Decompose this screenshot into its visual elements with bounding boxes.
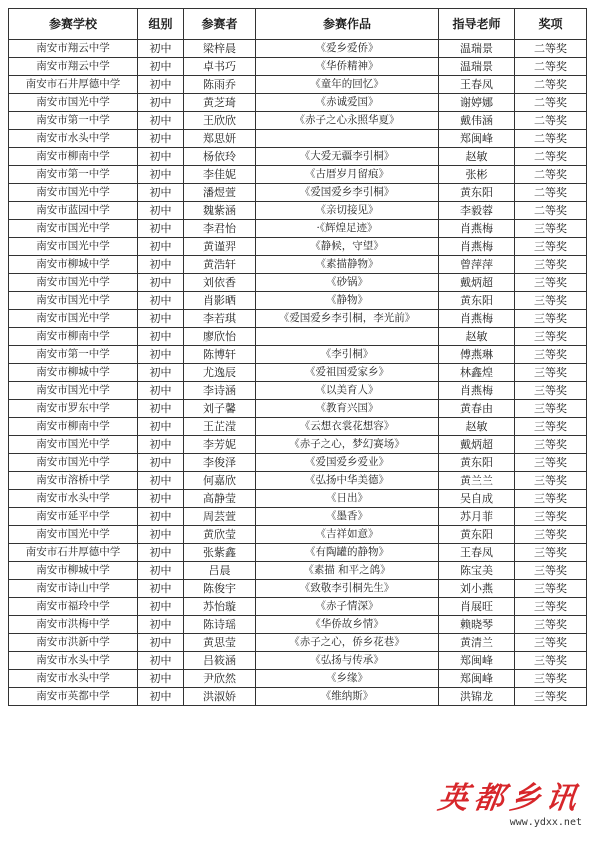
cell-work: 《乡缘》: [256, 670, 439, 688]
table-row: [9, 40, 587, 58]
cell-group: 初中: [138, 454, 184, 472]
cell-school: 南安市水头中学: [9, 130, 138, 148]
cell-participant: 李芳妮: [184, 436, 256, 454]
cell-teacher: 黄东阳: [439, 184, 515, 202]
cell-work: 《赤子之心，侨乡花巷》: [256, 634, 439, 652]
table-row: [9, 400, 587, 418]
cell-work: 《维纳斯》: [256, 688, 439, 706]
cell-group: 初中: [138, 580, 184, 598]
cell-award: 三等奖: [515, 382, 587, 400]
header-work: 参赛作品: [256, 9, 439, 40]
cell-participant: 魏紫涵: [184, 202, 256, 220]
cell-school: 南安市柳城中学: [9, 562, 138, 580]
cell-school: 南安市洪梅中学: [9, 616, 138, 634]
cell-award: 二等奖: [515, 94, 587, 112]
cell-school: 南安市柳南中学: [9, 328, 138, 346]
cell-group: 初中: [138, 112, 184, 130]
table-row: [9, 490, 587, 508]
cell-teacher: 肖燕梅: [439, 220, 515, 238]
cell-award: 三等奖: [515, 454, 587, 472]
cell-teacher: 肖燕梅: [439, 382, 515, 400]
table-row: [9, 256, 587, 274]
cell-work: 《赤子之心永照华夏》: [256, 112, 439, 130]
cell-group: 初中: [138, 256, 184, 274]
cell-school: 南安市国光中学: [9, 310, 138, 328]
cell-teacher: 赵敏: [439, 148, 515, 166]
cell-school: 南安市石井厚德中学: [9, 544, 138, 562]
table-row: [9, 598, 587, 616]
cell-work: 《赤子之心，梦幻赛场》: [256, 436, 439, 454]
cell-school: 南安市翔云中学: [9, 40, 138, 58]
table-row: [9, 310, 587, 328]
cell-award: 三等奖: [515, 274, 587, 292]
cell-participant: 王欣欣: [184, 112, 256, 130]
cell-school: 南安市水头中学: [9, 490, 138, 508]
cell-teacher: 黄春由: [439, 400, 515, 418]
cell-school: 南安市第一中学: [9, 166, 138, 184]
cell-school: 南安市英都中学: [9, 688, 138, 706]
cell-participant: 梁梓晨: [184, 40, 256, 58]
cell-group: 初中: [138, 346, 184, 364]
table-row: [9, 616, 587, 634]
cell-participant: 李诗涵: [184, 382, 256, 400]
header-award: 奖项: [515, 9, 587, 40]
cell-award: 二等奖: [515, 166, 587, 184]
cell-group: 初中: [138, 274, 184, 292]
cell-school: 南安市延平中学: [9, 508, 138, 526]
cell-award: 三等奖: [515, 580, 587, 598]
cell-participant: 刘依香: [184, 274, 256, 292]
cell-award: 三等奖: [515, 364, 587, 382]
cell-group: 初中: [138, 58, 184, 76]
cell-work: 《弘扬中华美德》: [256, 472, 439, 490]
cell-work: 《大爱无疆李引桐》: [256, 148, 439, 166]
cell-group: 初中: [138, 238, 184, 256]
cell-group: 初中: [138, 670, 184, 688]
table-row: [9, 562, 587, 580]
cell-work: 《静候，守望》: [256, 238, 439, 256]
cell-participant: 张紫鑫: [184, 544, 256, 562]
cell-award: 三等奖: [515, 310, 587, 328]
cell-award: 二等奖: [515, 58, 587, 76]
cell-group: 初中: [138, 184, 184, 202]
cell-school: 南安市柳城中学: [9, 364, 138, 382]
cell-group: 初中: [138, 472, 184, 490]
cell-group: 初中: [138, 526, 184, 544]
cell-group: 初中: [138, 634, 184, 652]
cell-award: 三等奖: [515, 670, 587, 688]
cell-award: 三等奖: [515, 400, 587, 418]
cell-participant: 潘煜萱: [184, 184, 256, 202]
cell-participant: 黄欣莹: [184, 526, 256, 544]
cell-school: 南安市国光中学: [9, 220, 138, 238]
cell-school: 南安市溶桥中学: [9, 472, 138, 490]
cell-work: 《云想衣裳花想容》: [256, 418, 439, 436]
cell-participant: 黄谨羿: [184, 238, 256, 256]
table-row: [9, 202, 587, 220]
cell-work: 《日出》: [256, 490, 439, 508]
table-row: [9, 148, 587, 166]
cell-school: 南安市水头中学: [9, 652, 138, 670]
table-row: [9, 292, 587, 310]
header-participant: 参赛者: [184, 9, 256, 40]
cell-school: 南安市第一中学: [9, 346, 138, 364]
table-row: [9, 184, 587, 202]
table-row: [9, 328, 587, 346]
cell-school: 南安市福玲中学: [9, 598, 138, 616]
cell-school: 南安市水头中学: [9, 670, 138, 688]
cell-group: 初中: [138, 76, 184, 94]
cell-teacher: 肖展旺: [439, 598, 515, 616]
cell-award: 三等奖: [515, 616, 587, 634]
cell-award: 二等奖: [515, 184, 587, 202]
cell-group: 初中: [138, 130, 184, 148]
cell-award: 三等奖: [515, 292, 587, 310]
cell-teacher: 温瑞景: [439, 40, 515, 58]
cell-participant: 高静莹: [184, 490, 256, 508]
watermark: [435, 781, 585, 829]
table-row: [9, 436, 587, 454]
cell-teacher: 郑闽峰: [439, 652, 515, 670]
cell-award: 三等奖: [515, 238, 587, 256]
cell-school: 南安市国光中学: [9, 274, 138, 292]
cell-award: 三等奖: [515, 220, 587, 238]
cell-award: 二等奖: [515, 130, 587, 148]
cell-participant: 陈诗瑶: [184, 616, 256, 634]
cell-participant: 黄浩轩: [184, 256, 256, 274]
cell-teacher: 王春凤: [439, 76, 515, 94]
cell-school: 南安市罗东中学: [9, 400, 138, 418]
cell-group: 初中: [138, 400, 184, 418]
cell-group: 初中: [138, 490, 184, 508]
cell-award: 三等奖: [515, 346, 587, 364]
cell-participant: 刘子馨: [184, 400, 256, 418]
cell-work: 《爱乡爱侨》: [256, 40, 439, 58]
cell-school: 南安市国光中学: [9, 184, 138, 202]
table-row: [9, 112, 587, 130]
cell-work: 《吉祥如意》: [256, 526, 439, 544]
cell-participant: 黄芝琦: [184, 94, 256, 112]
cell-teacher: 王春凤: [439, 544, 515, 562]
cell-school: 南安市蓝园中学: [9, 202, 138, 220]
table-row: [9, 130, 587, 148]
table-row: [9, 454, 587, 472]
cell-work: 《静物》: [256, 292, 439, 310]
cell-work: [256, 328, 439, 346]
cell-participant: 李若琪: [184, 310, 256, 328]
cell-teacher: 肖燕梅: [439, 310, 515, 328]
cell-group: 初中: [138, 202, 184, 220]
cell-participant: 杨依玲: [184, 148, 256, 166]
cell-group: 初中: [138, 148, 184, 166]
cell-work: 《亲切接见》: [256, 202, 439, 220]
cell-award: 三等奖: [515, 634, 587, 652]
cell-work: [256, 130, 439, 148]
table-row: [9, 688, 587, 706]
cell-participant: 陈俊宇: [184, 580, 256, 598]
cell-award: 三等奖: [515, 562, 587, 580]
cell-work: 《素描 和平之鸽》: [256, 562, 439, 580]
cell-teacher: 吴自成: [439, 490, 515, 508]
cell-award: 三等奖: [515, 598, 587, 616]
cell-school: 南安市国光中学: [9, 382, 138, 400]
cell-participant: 李俊泽: [184, 454, 256, 472]
cell-group: 初中: [138, 652, 184, 670]
cell-school: 南安市国光中学: [9, 292, 138, 310]
cell-work: 《爱国爱乡李引桐》: [256, 184, 439, 202]
cell-teacher: 黄东阳: [439, 526, 515, 544]
cell-teacher: 郑闽峰: [439, 670, 515, 688]
cell-group: 初中: [138, 382, 184, 400]
cell-award: 三等奖: [515, 490, 587, 508]
cell-award: 三等奖: [515, 328, 587, 346]
cell-participant: 苏怡璇: [184, 598, 256, 616]
table-row: [9, 634, 587, 652]
cell-teacher: 赖晓琴: [439, 616, 515, 634]
cell-school: 南安市柳城中学: [9, 256, 138, 274]
cell-work: 《爱祖国爱家乡》: [256, 364, 439, 382]
cell-teacher: 洪锦龙: [439, 688, 515, 706]
table-row: [9, 652, 587, 670]
cell-group: 初中: [138, 94, 184, 112]
table-row: [9, 544, 587, 562]
table-row: [9, 526, 587, 544]
cell-school: 南安市国光中学: [9, 526, 138, 544]
cell-participant: 尹欣然: [184, 670, 256, 688]
cell-participant: 郑思妍: [184, 130, 256, 148]
cell-award: 二等奖: [515, 76, 587, 94]
cell-group: 初中: [138, 436, 184, 454]
cell-group: 初中: [138, 328, 184, 346]
cell-award: 三等奖: [515, 256, 587, 274]
cell-teacher: 苏月菲: [439, 508, 515, 526]
cell-teacher: 郑闽峰: [439, 130, 515, 148]
table-row: [9, 274, 587, 292]
cell-work: ·《辉煌足迹》: [256, 220, 439, 238]
cell-award: 三等奖: [515, 652, 587, 670]
cell-participant: 李佳妮: [184, 166, 256, 184]
cell-award: 三等奖: [515, 418, 587, 436]
cell-group: 初中: [138, 40, 184, 58]
cell-teacher: 李毅蓉: [439, 202, 515, 220]
table-header-row: [9, 9, 587, 40]
table-row: [9, 418, 587, 436]
cell-group: 初中: [138, 562, 184, 580]
cell-group: 初中: [138, 616, 184, 634]
cell-award: 三等奖: [515, 508, 587, 526]
cell-teacher: 黄清兰: [439, 634, 515, 652]
cell-work: 《素描静物》: [256, 256, 439, 274]
cell-work: 《赤诚爱国》: [256, 94, 439, 112]
cell-teacher: 黄东阳: [439, 292, 515, 310]
cell-group: 初中: [138, 364, 184, 382]
cell-teacher: 陈宝美: [439, 562, 515, 580]
cell-school: 南安市第一中学: [9, 112, 138, 130]
table-row: [9, 220, 587, 238]
cell-teacher: 黄东阳: [439, 454, 515, 472]
cell-award: 三等奖: [515, 472, 587, 490]
cell-school: 南安市诗山中学: [9, 580, 138, 598]
table-body: [9, 40, 587, 706]
cell-participant: 陈雨乔: [184, 76, 256, 94]
table-row: [9, 382, 587, 400]
cell-participant: 陈博轩: [184, 346, 256, 364]
cell-group: 初中: [138, 220, 184, 238]
cell-work: 《赤子情深》: [256, 598, 439, 616]
cell-participant: 卓书巧: [184, 58, 256, 76]
table-row: [9, 94, 587, 112]
table-row: [9, 238, 587, 256]
cell-teacher: 赵敏: [439, 328, 515, 346]
table-row: [9, 472, 587, 490]
cell-group: 初中: [138, 166, 184, 184]
cell-work: 《华侨故乡情》: [256, 616, 439, 634]
cell-work: 《教育兴国》: [256, 400, 439, 418]
cell-school: 南安市翔云中学: [9, 58, 138, 76]
header-teacher: 指导老师: [439, 9, 515, 40]
cell-school: 南安市石井厚德中学: [9, 76, 138, 94]
cell-group: 初中: [138, 508, 184, 526]
cell-participant: 何嘉欣: [184, 472, 256, 490]
cell-work: 《有陶罐的静物》: [256, 544, 439, 562]
watermark-url: www.ydxx.net: [509, 817, 582, 828]
table-row: [9, 670, 587, 688]
cell-work: 《爱国爱乡爱业》: [256, 454, 439, 472]
cell-work: 《爱国爱乡李引桐，李光前》: [256, 310, 439, 328]
cell-work: 《童年的回忆》: [256, 76, 439, 94]
cell-participant: 黄思莹: [184, 634, 256, 652]
award-table: [8, 8, 587, 706]
cell-participant: 吕晨: [184, 562, 256, 580]
cell-award: 二等奖: [515, 202, 587, 220]
cell-teacher: 戴炳超: [439, 274, 515, 292]
cell-school: 南安市洪新中学: [9, 634, 138, 652]
cell-work: 《李引桐》: [256, 346, 439, 364]
cell-participant: 尤逸辰: [184, 364, 256, 382]
cell-award: 二等奖: [515, 112, 587, 130]
watermark-title: 英都乡讯: [435, 781, 585, 816]
table-row: [9, 58, 587, 76]
cell-work: 《以美育人》: [256, 382, 439, 400]
cell-participant: 吕筱涵: [184, 652, 256, 670]
cell-award: 三等奖: [515, 544, 587, 562]
cell-school: 南安市柳南中学: [9, 148, 138, 166]
cell-teacher: 肖燕梅: [439, 238, 515, 256]
table-row: [9, 76, 587, 94]
cell-teacher: 张彬: [439, 166, 515, 184]
cell-group: 初中: [138, 598, 184, 616]
cell-group: 初中: [138, 292, 184, 310]
table-row: [9, 166, 587, 184]
cell-award: 三等奖: [515, 436, 587, 454]
table-row: [9, 364, 587, 382]
cell-award: 三等奖: [515, 526, 587, 544]
cell-school: 南安市国光中学: [9, 238, 138, 256]
cell-group: 初中: [138, 310, 184, 328]
cell-group: 初中: [138, 688, 184, 706]
cell-group: 初中: [138, 544, 184, 562]
cell-work: 《致敬李引桐先生》: [256, 580, 439, 598]
cell-participant: 李君怡: [184, 220, 256, 238]
cell-participant: 廖欣怡: [184, 328, 256, 346]
cell-participant: 王芷滢: [184, 418, 256, 436]
cell-teacher: 戴炳超: [439, 436, 515, 454]
cell-award: 二等奖: [515, 148, 587, 166]
cell-participant: 肖影晒: [184, 292, 256, 310]
cell-school: 南安市国光中学: [9, 454, 138, 472]
header-school: 参赛学校: [9, 9, 138, 40]
cell-group: 初中: [138, 418, 184, 436]
cell-teacher: 傅燕琳: [439, 346, 515, 364]
table-row: [9, 508, 587, 526]
cell-award: 三等奖: [515, 688, 587, 706]
cell-teacher: 黄兰兰: [439, 472, 515, 490]
table-row: [9, 580, 587, 598]
cell-teacher: 赵敏: [439, 418, 515, 436]
cell-teacher: 戴伟涵: [439, 112, 515, 130]
header-group: 组别: [138, 9, 184, 40]
cell-work: 《弘扬与传承》: [256, 652, 439, 670]
cell-award: 二等奖: [515, 40, 587, 58]
cell-work: 《墨香》: [256, 508, 439, 526]
cell-work: 《砂锅》: [256, 274, 439, 292]
cell-school: 南安市国光中学: [9, 436, 138, 454]
table-row: [9, 346, 587, 364]
cell-work: 《华侨精神》: [256, 58, 439, 76]
cell-teacher: 林鑫煌: [439, 364, 515, 382]
cell-teacher: 谢婷娜: [439, 94, 515, 112]
cell-work: 《古厝岁月留痕》: [256, 166, 439, 184]
cell-school: 南安市国光中学: [9, 94, 138, 112]
cell-teacher: 曾萍萍: [439, 256, 515, 274]
cell-school: 南安市柳南中学: [9, 418, 138, 436]
cell-teacher: 刘小燕: [439, 580, 515, 598]
cell-teacher: 温瑞景: [439, 58, 515, 76]
cell-participant: 洪淑娇: [184, 688, 256, 706]
cell-participant: 周芸萱: [184, 508, 256, 526]
